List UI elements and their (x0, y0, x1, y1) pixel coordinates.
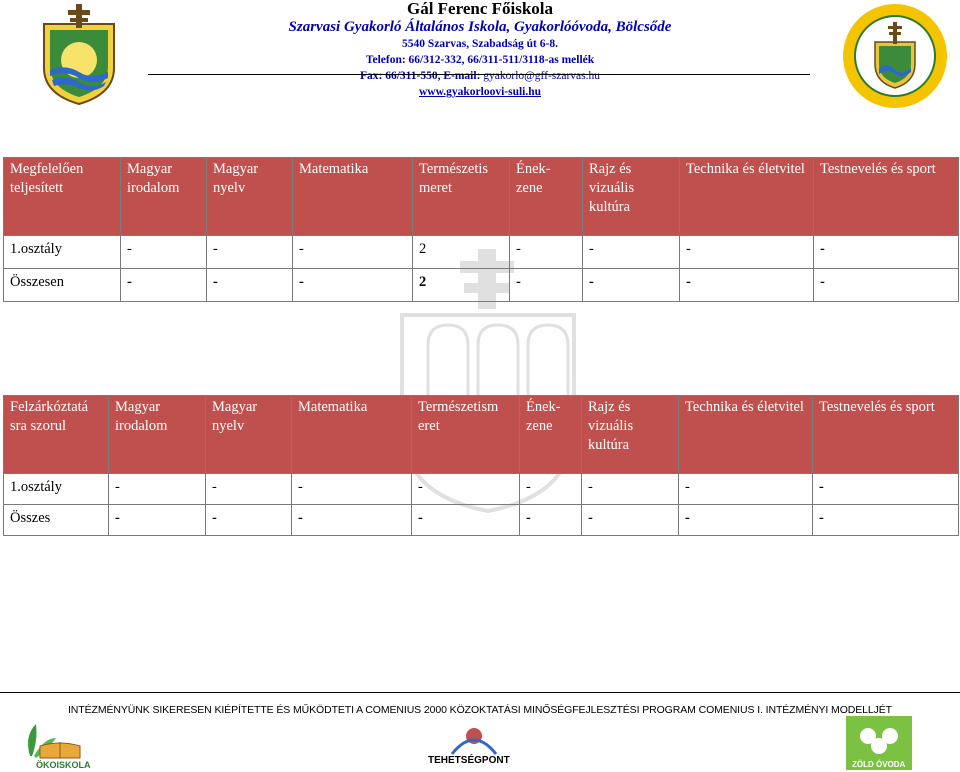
header-cell: Rajz és vizuális kultúra (582, 396, 679, 474)
ecoschool-label: ÖKOISKOLA (36, 760, 91, 770)
footer-statement: INTÉZMÉNYÜNK SIKERESEN KIÉPÍTETTE ÉS MŰKÖDTETI A COMENIUS 2000 KÖZOKTATÁSI MINŐSÉGFEJLESZTÉSI PROGRAM COMENIUS I. INTÉZMÉNYI MODELLJÉT (67, 704, 892, 716)
address-line: 5540 Szarvas, Szabadság út 6-8. (402, 38, 558, 50)
table-cell: - (206, 474, 292, 505)
header-cell: Természetis meret (413, 158, 510, 236)
header-cell: Ének-zene (510, 158, 583, 236)
table-cell: - (583, 236, 680, 269)
header-cell: Magyar nyelv (207, 158, 293, 236)
table-cell: - (121, 236, 207, 269)
table-cell: - (520, 505, 582, 536)
table-cell: - (292, 474, 412, 505)
table-row (4, 474, 959, 505)
header-cell: Magyar nyelv (206, 396, 292, 474)
header-cell: Testnevelés és sport (814, 158, 959, 236)
table-header-row (4, 158, 959, 236)
header-cell: Testnevelés és sport (813, 396, 959, 474)
table-cell: 2 (413, 269, 510, 302)
table-header-row (4, 396, 959, 474)
table-cell: - (293, 236, 413, 269)
table-felzarkoztatasra-szorul (3, 395, 959, 536)
tehetsegpont-label: TEHETSÉGPONT (428, 755, 510, 766)
table-cell: - (583, 269, 680, 302)
green-kindergarten-label: ZÖLD ÓVODA (852, 760, 906, 769)
table-cell: - (813, 505, 959, 536)
email-text: gyakorlo@gff-szarvas.hu (483, 70, 600, 82)
table-cell: - (207, 236, 293, 269)
table-cell: - (814, 236, 959, 269)
fax-email-line: Fax: 66/311-550, E-mail: gyakorlo@gff-szarvas.hu (359, 70, 600, 82)
header-cell: Technika és életvitel (679, 396, 813, 474)
table-cell: - (520, 474, 582, 505)
website-link[interactable]: www.gyakorloovi-suli.hu (418, 86, 542, 98)
row-label: 1.osztály (4, 236, 121, 269)
header-cell: Rajz és vizuális kultúra (583, 158, 680, 236)
phone-line: Telefon: 66/312-332, 66/311-511/3118-as mellék (365, 54, 595, 66)
table-cell: - (412, 505, 520, 536)
table-cell: - (582, 474, 679, 505)
header-cell: Matematika (293, 158, 413, 236)
table-cell: - (582, 505, 679, 536)
institution-name: Gál Ferenc Főiskola (406, 0, 554, 18)
school-round-logo-right (838, 2, 952, 110)
header-cell: Technika és életvitel (680, 158, 814, 236)
table-megfeleloen-teljesitett (3, 157, 959, 302)
table-cell: - (510, 236, 583, 269)
header-cell: Felzárkóztatá sra szorul (4, 396, 109, 474)
website-line (150, 84, 810, 100)
header-cell: Magyar irodalom (109, 396, 206, 474)
table-cell: - (813, 474, 959, 505)
table-cell: - (412, 474, 520, 505)
table-cell: - (814, 269, 959, 302)
table-row (4, 505, 959, 536)
table-cell: - (679, 474, 813, 505)
footer-divider (0, 692, 960, 693)
table-row (4, 236, 959, 269)
table-cell: - (680, 236, 814, 269)
row-label: 1.osztály (4, 474, 109, 505)
header-cell: Ének-zene (520, 396, 582, 474)
header-cell: Matematika (292, 396, 412, 474)
row-label: Összes (4, 505, 109, 536)
table-cell: 2 (413, 236, 510, 269)
table-row (4, 269, 959, 302)
table-cell: - (206, 505, 292, 536)
header-cell: Magyar irodalom (121, 158, 207, 236)
header-cell: Megfelelően teljesített (4, 158, 121, 236)
table-cell: - (293, 269, 413, 302)
table-cell: - (207, 269, 293, 302)
row-label: Összesen (4, 269, 121, 302)
table-cell: - (109, 474, 206, 505)
table-cell: - (510, 269, 583, 302)
header-divider (148, 74, 810, 75)
table-cell: - (680, 269, 814, 302)
table-cell: - (121, 269, 207, 302)
table-cell: - (292, 505, 412, 536)
header-cell: Természetism eret (412, 396, 520, 474)
table-cell: - (679, 505, 813, 536)
school-crest-logo-left (36, 2, 122, 106)
table-cell: - (109, 505, 206, 536)
institution-subtitle: Szarvasi Gyakorló Általános Iskola, Gyakorlóóvoda, Bölcsőde (288, 19, 672, 35)
